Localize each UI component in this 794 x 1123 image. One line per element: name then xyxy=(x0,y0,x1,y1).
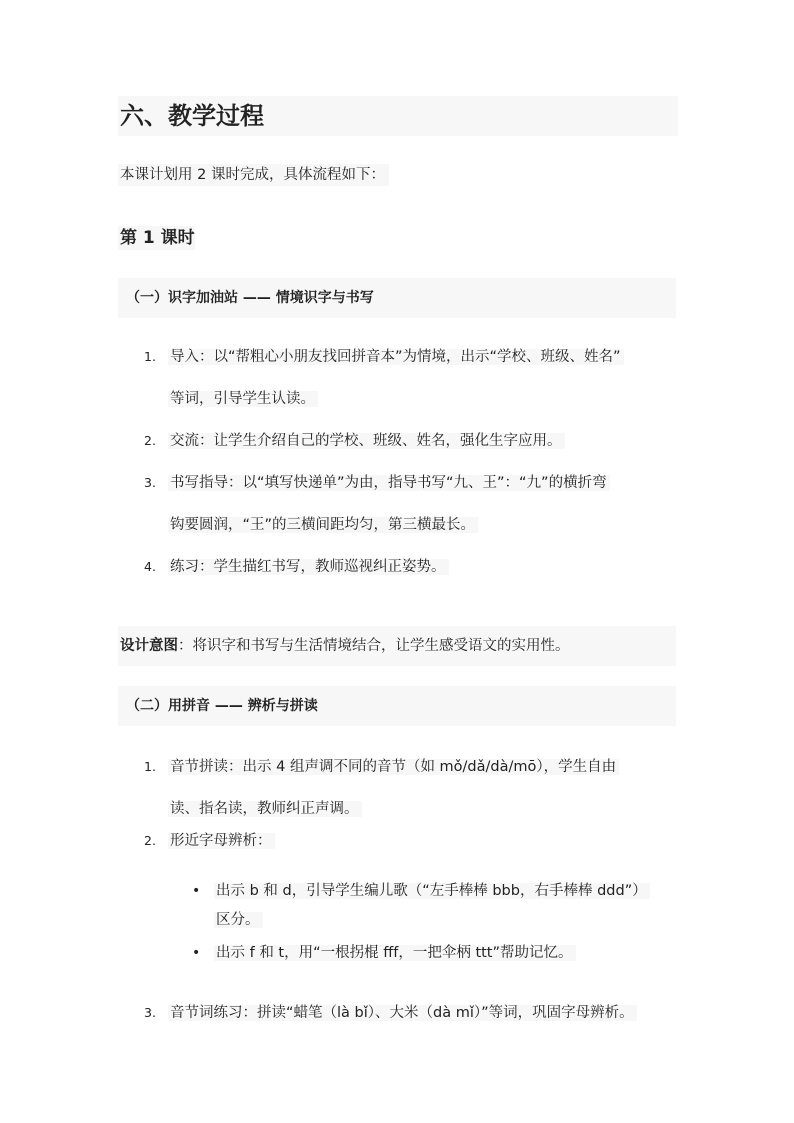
list-item-text-cont: 钩要圆润，“王”的三横间距均匀，第三横最长。 xyxy=(168,517,478,533)
list-item-text: 练习：学生描红书写，教师巡视纠正姿势。 xyxy=(168,559,449,575)
item-number: 2. xyxy=(144,833,156,848)
design-intent-label: 设计意图 xyxy=(120,638,178,654)
intro-text: 本课计划用 2 课时完成，具体流程如下： xyxy=(118,164,389,186)
lesson-heading: 第 1 课时 xyxy=(120,228,195,248)
item-number: 3. xyxy=(144,1005,156,1020)
list-item-text: 交流：让学生介绍自己的学校、班级、姓名，强化生字应用。 xyxy=(168,433,565,449)
bullet-item-text: 出示 b 和 d，引导学生编儿歌（“左手棒棒 bbb，右手棒棒 ddd”） xyxy=(214,883,650,899)
bullet-item-text: 出示 f 和 t，用“一根拐棍 fff，一把伞柄 ttt”帮助记忆。 xyxy=(214,945,576,961)
item-number: 2. xyxy=(144,433,156,448)
item-number: 3. xyxy=(144,475,156,490)
list-item-text-cont: 等词，引导学生认读。 xyxy=(168,391,318,407)
section1-heading: （一）识字加油站 —— 情境识字与书写 xyxy=(118,278,676,318)
design-intent xyxy=(118,626,676,666)
design-intent-text: ：将识字和书写与生活情境结合，让学生感受语文的实用性。 xyxy=(178,638,570,654)
list-item-text: 音节拼读：出示 4 组声调不同的音节（如 mǒ/dǎ/dà/mō），学生自由 xyxy=(168,759,619,775)
page-title: 六、教学过程 xyxy=(118,96,678,136)
item-number: 1. xyxy=(144,759,156,774)
bullet-item-text-cont: 区分。 xyxy=(214,912,263,928)
list-item-text: 导入：以“帮粗心小朋友找回拼音本”为情境，出示“学校、班级、姓名” xyxy=(168,349,624,365)
item-number: 4. xyxy=(144,559,156,574)
item-number: 1. xyxy=(144,349,156,364)
list-item-text: 形近字母辨析： xyxy=(168,833,275,849)
list-item-text-cont: 读、指名读，教师纠正声调。 xyxy=(168,801,362,817)
bullet-dot: • xyxy=(192,883,201,899)
list-item-text: 音节词练习：拼读“蜡笔（là bǐ）、大米（dà mǐ）”等词，巩固字母辨析。 xyxy=(168,1005,637,1021)
section2-heading: （二）用拼音 —— 辨析与拼读 xyxy=(118,686,676,726)
bullet-dot: • xyxy=(192,945,201,961)
list-item-text: 书写指导：以“填写快递单”为由，指导书写“九、王”：“九”的横折弯 xyxy=(168,475,610,491)
